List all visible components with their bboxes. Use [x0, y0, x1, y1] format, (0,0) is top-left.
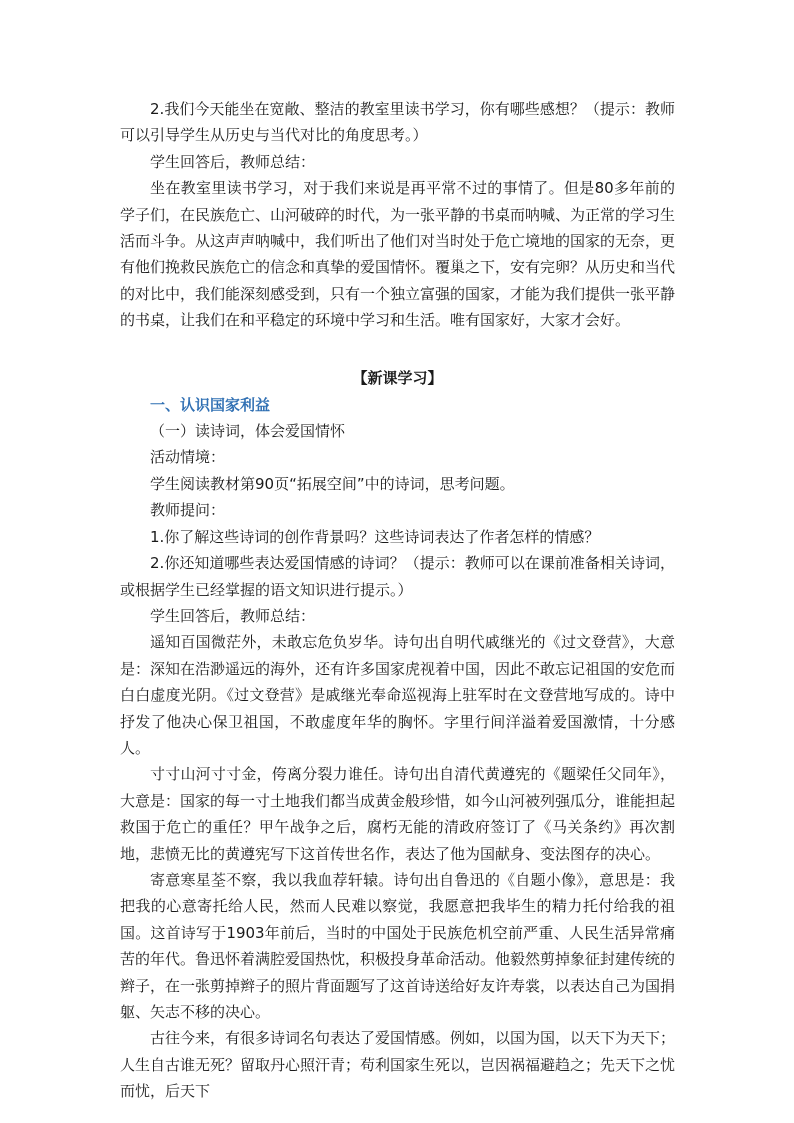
- subsection-title: （一）读诗词，体会爱国情怀: [150, 422, 346, 441]
- section-heading: 一、认识国家利益: [150, 395, 271, 414]
- poem-3-paragraph: 寄意寒星荃不察，我以我血荐轩辕。诗句出自鲁迅的《自题小像》，意思是：我把我的心意寄托给人民，然而人民难以察觉，我愿意把我毕生的精力托付给我的祖国。这首诗写于1903年前后，当时的中国处于民族危机空前严重、人民生活异常痛苦的年代。鲁迅怀着满腔爱国热忱，积极投身革命活动。他毅然剪掉象征封建传统的辫子，在一张剪掉辫子的照片背面题写了这首诗送给好友许寿裳，以表达自己为国捐躯、矢志不移的决心。: [120, 870, 676, 1021]
- teacher-question-label: 教师提问：: [150, 501, 226, 520]
- poem-1-paragraph: 遥知百国微茫外，未敢忘危负岁华。诗句出自明代戚继光的《过文登营》，大意是：深知在浩渺遥远的海外，还有许多国家虎视着中国，因此不敢忘记祖国的安危而白白虚度光阴。《过文登营》是戚继光奉命巡视海上驻军时在文登营地写成的。诗中抒发了他决心保卫祖国，不敢虚度年华的胸怀。字里行间洋溢着爱国激情，十分感人。: [120, 633, 676, 757]
- teacher-summary-label: 学生回答后，教师总结：: [150, 152, 316, 171]
- activity-context-label: 活动情境：: [150, 448, 226, 467]
- teacher-summary-label-2: 学生回答后，教师总结：: [150, 606, 316, 625]
- new-lesson-title: 【新课学习】: [352, 368, 443, 387]
- question-2-paragraph: 2.我们今天能坐在宽敞、整洁的教室里读书学习，你有哪些感想？（提示：教师可以引导学生从历史与当代对比的角度思考。）: [120, 100, 675, 145]
- poem-2-paragraph: 寸寸山河寸寸金，侉离分裂力谁任。诗句出自清代黄遵宪的《题梁任父同年》，大意是：国家的每一寸土地我们都当成黄金般珍惜，如今山河被列强瓜分，谁能担起救国于危亡的重任？甲午战争之后，腐朽无能的清政府签订了《马关条约》再次割地，悲愤无比的黄遵宪写下这首传世名作，表达了他为国献身、变法图存的决心。: [120, 765, 676, 863]
- section-spacer: [120, 334, 675, 364]
- activity-context-text: 学生阅读教材第90页“拓展空间”中的诗词，思考问题。: [150, 474, 515, 493]
- summary-paragraph: 坐在教室里读书学习，对于我们来说是再平常不过的事情了。但是80多年前的学子们，在民族危亡、山河破碎的时代，为一张平静的书桌而呐喊、为正常的学习生活而斗争。从这声声呐喊中，我们听出了他们对当时处于危亡境地的国家的无奈，更有他们挽救民族危亡的信念和真挚的爱国情怀。覆巢之下，安有完卵？从历史和当代的对比中，我们能深刻感受到，只有一个独立富强的国家，才能为我们提供一张平静的书桌，让我们在和平稳定的环境中学习和生活。唯有国家好，大家才会好。: [120, 179, 676, 330]
- document-page: [120, 96, 675, 1105]
- closing-paragraph: 古往今来，有很多诗词名句表达了爱国情感。例如，以国为国，以天下为天下；人生自古谁无死？留取丹心照汗青；苟利国家生死以，岂因祸福避趋之；先天下之忧而忧，后天下: [120, 1029, 676, 1101]
- question-2b-paragraph: 2.你还知道哪些表达爱国情感的诗词？（提示：教师可以在课前准备相关诗词，或根据学生已经掌握的语文知识进行提示。）: [120, 554, 675, 599]
- question-1-paragraph: 1.你了解这些诗词的创作背景吗？这些诗词表达了作者怎样的情感？: [150, 527, 600, 546]
